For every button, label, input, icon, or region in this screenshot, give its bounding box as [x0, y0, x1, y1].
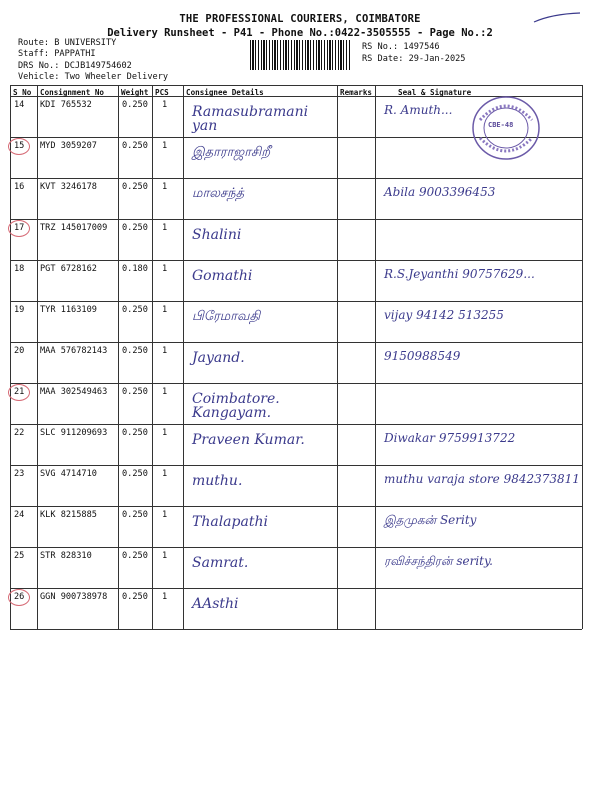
seal-stamp: CBE-48 — [470, 94, 542, 162]
row-consignment-no: MAA 302549463 — [40, 387, 108, 397]
row-divider — [10, 424, 582, 425]
row-sno: 19 — [14, 305, 25, 315]
row-sno: 18 — [14, 264, 25, 274]
row-signature: ரவிச்சந்திரன் serity. — [384, 554, 493, 568]
row-consignment-no: TRZ 145017009 — [40, 223, 108, 233]
row-consignment-no: MAA 576782143 — [40, 346, 108, 356]
row-pcs: 1 — [162, 182, 168, 192]
row-weight: 0.250 — [122, 346, 148, 356]
row-sno: 15 — [14, 141, 25, 151]
row-consignee: Ramasubramani yan — [192, 104, 309, 134]
column-divider — [118, 85, 119, 629]
row-sno: 17 — [14, 223, 25, 233]
row-consignment-no: PGT 6728162 — [40, 264, 97, 274]
column-divider — [10, 85, 11, 629]
row-sno: 24 — [14, 510, 25, 520]
pen-stroke-mark — [532, 10, 582, 26]
col-header-seal-signature: Seal & Signature — [398, 88, 472, 97]
row-divider — [10, 342, 582, 343]
row-divider — [10, 629, 582, 630]
row-consignee: muthu. — [192, 473, 243, 489]
row-consignee: Praveen Kumar. — [192, 432, 305, 448]
row-divider — [10, 301, 582, 302]
row-sno: 20 — [14, 346, 25, 356]
rs-number: RS No.: 1497546 — [362, 42, 440, 52]
staff-label: Staff: PAPPATHI — [18, 49, 96, 59]
vehicle-label: Vehicle: Two Wheeler Delivery — [18, 72, 169, 82]
row-divider — [10, 465, 582, 466]
barcode — [250, 40, 350, 70]
row-sno: 21 — [14, 387, 25, 397]
row-consignee: இதாராஜாசிறீ — [192, 145, 271, 160]
row-signature: இதமுகன் Serity — [384, 513, 477, 527]
row-pcs: 1 — [162, 387, 168, 397]
row-sno: 22 — [14, 428, 25, 438]
row-divider — [10, 178, 582, 179]
row-sno: 16 — [14, 182, 25, 192]
row-signature: R. Amuth... — [384, 103, 453, 117]
row-weight: 0.250 — [122, 510, 148, 520]
row-weight: 0.250 — [122, 428, 148, 438]
column-divider — [37, 85, 38, 629]
row-consignee: Samrat. — [192, 555, 249, 571]
row-pcs: 1 — [162, 223, 168, 233]
row-consignee: Coimbatore. Kangayam. — [192, 391, 280, 421]
row-weight: 0.250 — [122, 182, 148, 192]
row-consignment-no: SLC 911209693 — [40, 428, 108, 438]
col-header-weight: Weight — [121, 88, 149, 97]
row-sno: 26 — [14, 592, 25, 602]
row-divider — [10, 260, 582, 261]
row-weight: 0.250 — [122, 223, 148, 233]
runsheet-title: Delivery Runsheet - P41 - Phone No.:0422-3505555 - Page No.:2 — [107, 27, 493, 39]
col-header-consignment: Consignment No — [40, 88, 105, 97]
row-consignment-no: KVT 3246178 — [40, 182, 97, 192]
row-signature: muthu varaja store 9842373811 — [384, 472, 580, 486]
row-weight: 0.180 — [122, 264, 148, 274]
row-signature: Abila 9003396453 — [384, 185, 496, 199]
row-divider — [10, 588, 582, 589]
row-pcs: 1 — [162, 592, 168, 602]
col-header-sno: S No — [13, 88, 32, 97]
row-consignment-no: MYD 3059207 — [40, 141, 97, 151]
row-weight: 0.250 — [122, 592, 148, 602]
row-sno: 14 — [14, 100, 25, 110]
column-divider — [152, 85, 153, 629]
row-consignment-no: KDI 765532 — [40, 100, 92, 110]
row-divider — [10, 506, 582, 507]
row-pcs: 1 — [162, 305, 168, 315]
row-signature: R.S.Jeyanthi 90757629... — [384, 267, 535, 281]
sno-circle-mark — [8, 384, 30, 401]
rs-date: RS Date: 29-Jan-2025 — [362, 54, 466, 64]
row-pcs: 1 — [162, 510, 168, 520]
column-divider — [337, 85, 338, 629]
route-label: Route: B UNIVERSITY — [18, 38, 117, 48]
row-weight: 0.250 — [122, 469, 148, 479]
row-pcs: 1 — [162, 551, 168, 561]
row-pcs: 1 — [162, 100, 168, 110]
row-consignee: பிரேமாவதி — [192, 309, 261, 324]
row-signature: vijay 94142 513255 — [384, 308, 504, 322]
row-consignment-no: STR 828310 — [40, 551, 92, 561]
row-sno: 25 — [14, 551, 25, 561]
col-header-remarks: Remarks — [340, 88, 373, 97]
row-pcs: 1 — [162, 469, 168, 479]
row-weight: 0.250 — [122, 141, 148, 151]
row-consignee: Jayand. — [192, 350, 245, 366]
row-consignee: Thalapathi — [192, 514, 268, 530]
row-pcs: 1 — [162, 428, 168, 438]
column-divider — [375, 85, 376, 629]
company-name: THE PROFESSIONAL COURIERS, COIMBATORE — [179, 13, 421, 25]
sno-circle-mark — [8, 138, 30, 155]
sno-circle-mark — [8, 589, 30, 606]
row-consignment-no: GGN 900738978 — [40, 592, 108, 602]
row-consignment-no: KLK 8215885 — [40, 510, 97, 520]
col-header-pcs: PCS — [155, 88, 169, 97]
row-consignee: AAsthi — [192, 596, 239, 612]
row-weight: 0.250 — [122, 100, 148, 110]
row-consignment-no: SVG 4714710 — [40, 469, 97, 479]
row-divider — [10, 219, 582, 220]
col-header-consignee: Consignee Details — [186, 88, 264, 97]
row-divider — [10, 383, 582, 384]
row-pcs: 1 — [162, 141, 168, 151]
row-sno: 23 — [14, 469, 25, 479]
row-consignee: Gomathi — [192, 268, 253, 284]
row-consignee: Shalini — [192, 227, 242, 243]
row-consignment-no: TYR 1163109 — [40, 305, 97, 315]
row-weight: 0.250 — [122, 305, 148, 315]
table-top-border — [10, 85, 582, 86]
sno-circle-mark — [8, 220, 30, 237]
row-pcs: 1 — [162, 264, 168, 274]
row-pcs: 1 — [162, 346, 168, 356]
row-signature: 9150988549 — [384, 349, 461, 363]
row-signature: Diwakar 9759913722 — [384, 431, 516, 445]
row-divider — [10, 547, 582, 548]
column-divider — [183, 85, 184, 629]
drs-number: DRS No.: DCJB149754602 — [18, 61, 132, 71]
row-weight: 0.250 — [122, 387, 148, 397]
row-consignee: மாலசந்த் — [192, 186, 245, 201]
column-divider — [582, 85, 583, 629]
row-weight: 0.250 — [122, 551, 148, 561]
